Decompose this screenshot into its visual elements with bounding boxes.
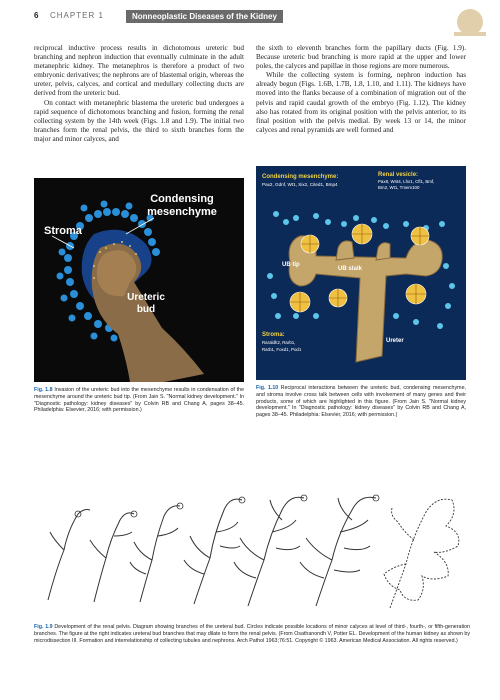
caption-label: Fig. 1.8	[34, 387, 53, 393]
label-mesenchyme: mesenchyme	[147, 206, 217, 218]
paragraph: reciprocal inductive process results in dichotomous ureteric bud branching and nephron induction that eventually culminate in the adult metanephric kidney. The metanephros is therefore a product of two embryonic derivatives; the nephrons are of blastemal origin, whereas the ureter, pelvis, calyces, and cortical and medullary collecting ducts are derived from the ureteric bud.	[34, 44, 244, 98]
right-text-column	[256, 44, 466, 135]
label-renal-vesicle: Renal vesicle:	[378, 172, 419, 178]
label-condensing: Condensing	[150, 193, 214, 205]
caption-label: Fig. 1.10	[256, 385, 279, 391]
page-header	[34, 10, 474, 24]
caption-text: Development of the renal pelvis. Diagram showing branches of the ureteral bud. Circles indicate possible locations of minor calyces at level of third-, fourth-, or fifth-generation branches. The figure at the right indicates ureteral bud branches that may dilate to form the renal pelvis. (From Osathanondh V, Potter EL. Development of the human kidney as shown by microdissection III. Formation and interrelationship of collecting tubules and nephrons. Arch Pathol 1963;76:51. Copyright © 1963. American Medical Association. All rights reserved.)	[34, 624, 470, 644]
figure-1-9-image	[34, 470, 470, 618]
figure-1-8-image	[34, 178, 244, 382]
label-ub-tip: UB tip	[282, 262, 300, 268]
figure-1-9-caption	[34, 624, 470, 644]
label-condensing-genes: Pax2, Gdnf, Wt1, Six2, Cited1, Bmp4	[262, 182, 338, 187]
label-condensing-mesenchyme: Condensing mesenchyme:	[262, 174, 339, 180]
figure-1-10-caption	[256, 385, 466, 419]
label-vesicle-genes-2: Bm2, Wt1, Tmem100	[378, 185, 420, 190]
caption-label: Fig. 1.9	[34, 624, 53, 630]
left-text-column	[34, 44, 244, 144]
caption-text: Reciprocal interactions between the ureteric bud, condensing mesenchyme, and stroma involve cross talk between cells with involvement of many genes and their products, some of which are highlighted in this figure. (From Jain S. "Normal kidney development." In "Diagnostic pathology: kidney diseases" by Colvin RB and Chang A, pages 38–45. Philadelphia: Elsevier, 2016; with permission.)	[256, 385, 466, 419]
label-ub-stalk: UB stalk	[338, 266, 363, 272]
paragraph: While the collecting system is forming, nephron induction has already begun (Figs. 1.6B, 1.7B, 1.8, 1.10, and 1.11). The kidneys have moved into the flanks because of a combination of migration out of the pelvis and rapid caudal growth of the embryo (Fig. 1.12). The kidney also has rotated from its original position with the pelvis anterior, to its final position with the pelvis medial. By week 13 or 14, the minor calyces and renal pyramids are well formed and	[256, 71, 466, 134]
figure-1-8-caption	[34, 387, 244, 414]
label-bud: bud	[136, 304, 156, 315]
chapter-label: CHAPTER 1	[50, 11, 104, 20]
label-stroma-genes-1: Raraldh2, Rarb1,	[262, 340, 296, 345]
caption-text: Invasion of the ureteric bud into the mesenchyme results in condensation of the mesenchyme around the ureteric bud tip. (From Jain S. "Normal kidney development." In "Diagnostic pathology: kidney diseases" by Colvin RB and Chang A, pages 38–45. Philadelphia: Elsevier, 2016; with permission.)	[34, 387, 245, 414]
paragraph: the sixth to eleventh branches form the papillary ducts (Fig. 1.9). Because ureteric bud branching is more rapid at the upper and lower poles, the calyces and papillae in those regions are more numerous.	[256, 44, 466, 71]
chapter-title: Nonneoplastic Diseases of the Kidney	[126, 10, 283, 23]
label-stroma-genes-2: Rarb1, Foxd1, Pod1	[262, 347, 302, 352]
page-number: 6	[34, 11, 39, 20]
paragraph: On contact with metanephric blastema the ureteric bud undergoes a rapid sequence of dichotomous branching and fusion, forming the renal collecting system by the 14th week (Figs. 1.8 and 1.9). The initial two branches form the renal pelvis, the third to sixth branches form the major and minor calyces, and	[34, 98, 244, 143]
label-stroma: Stroma:	[262, 332, 285, 338]
label-ureteric: Ureteric	[127, 292, 165, 303]
label-vesicle-genes-1: Pax8, Wnt4, Lhx1, Cfl1, Bmf,	[378, 179, 435, 184]
label-stroma: Stroma	[44, 225, 82, 237]
label-ureter: Ureter	[386, 338, 404, 344]
figure-1-10-image	[256, 166, 466, 380]
